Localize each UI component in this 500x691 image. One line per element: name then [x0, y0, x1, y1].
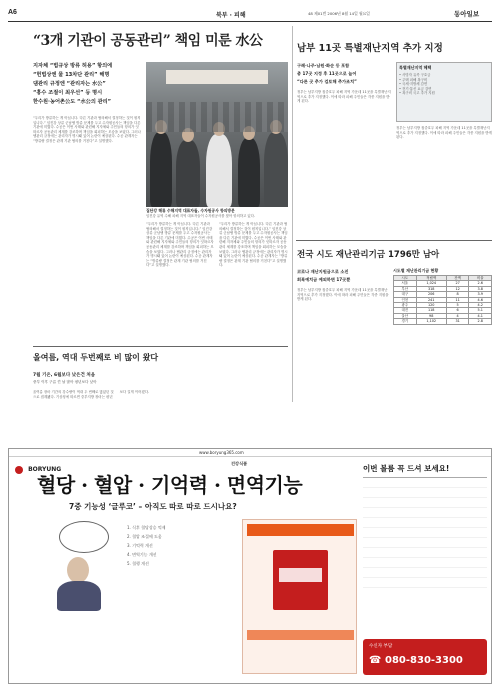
deck-line: 댐관리 규정엔 “관리자는 水公”	[33, 81, 106, 87]
table-cell: 4.2	[469, 303, 492, 308]
bottom-small-deck: 중부 이후 구름 낀 날 많아 평년보다 낮아	[33, 380, 97, 384]
ad-product-banner	[247, 524, 354, 536]
table-cell: 2.6	[469, 281, 492, 286]
bottom-left-body-text: 올여름 장마 기간의 강수량이 역대 두 번째로 많았던 것으로 집계됐다. 기상청에 따르면 중부지방 장마는 평년보다 길게 이어졌다.	[33, 390, 150, 399]
ad-call-box[interactable]	[363, 639, 487, 675]
section-divider	[33, 346, 288, 347]
fund-table	[393, 275, 492, 325]
ad-feature: 5. 혈행 개선	[127, 561, 149, 566]
deck-line: 회복예치금 예외하면 17곳뿐	[297, 277, 351, 282]
table-cell: 98	[416, 313, 446, 318]
table-cell: 120	[416, 303, 446, 308]
table-header: 시도	[394, 276, 417, 281]
boryung-logo-icon	[15, 466, 23, 474]
ad-right-column	[363, 463, 487, 679]
table-cell: 8	[446, 292, 469, 297]
table-cell: 11	[446, 297, 469, 302]
right-bottom-body	[297, 288, 389, 398]
edition-info: 48 제01번 2006년 8월 14일 월요일	[308, 11, 370, 16]
table-cell: 206	[416, 292, 446, 297]
table-cell: 12	[446, 286, 469, 291]
table-cell: 대전	[394, 308, 417, 313]
right-top-deck	[297, 62, 397, 86]
main-deck	[33, 62, 143, 107]
infobox-item: • 주택 피해 복구비	[399, 77, 428, 82]
right-bottom-body-text: 정부는 남부지방 집중호우 피해 지역 가운데 11곳을 특별재난지역으로 추가 지정했다. 이에 따라 피해 주민들은 각종 지원을 받게 된다.	[297, 288, 389, 302]
right-top-body-text: 정부는 남부지방 집중호우 피해 지역 가운데 11곳을 특별재난지역으로 추가 지정했다. 이에 따라 피해 주민들은 각종 지원을 받게 된다.	[396, 126, 492, 140]
ad-subline: 7중 기능성 ‘글루코’ – 아직도 따로 따로 드시나요?	[69, 502, 237, 511]
deck-line: 코로나 재난지원금으로 소진	[297, 269, 349, 274]
table-cell: 3.8	[469, 286, 492, 291]
main-body-text: “우리가 방류하는 게 아닙니다. 다른 기관과 협의해서 결정하는 것이 원칙입니다.” 임진강 상류 군남댐 방류 문제를 두고 수자원공사는 책임을 다른 기관에 미뤘다. 수공은 이번 사태와 관련해 지자체와 주민들의 항의가 잇따르자 공동관리 체계를 강조하며 책임을 회피하는 모습을 보였다. 그러나 댐관리 규정에는 관리자가 명시돼 있어 논란이 예상된다. 수공 관계자는 “방류량 결정은 관계 기관 협의를 거친다”고 설명했다.	[146, 222, 214, 268]
photo-person	[150, 132, 172, 207]
ad-badge: 건강식품	[231, 461, 248, 466]
bottom-left-body	[33, 390, 288, 440]
section-divider	[296, 240, 492, 241]
main-body-col3	[219, 222, 288, 342]
right-top-body	[297, 90, 392, 200]
infobox-title: 특별재난지역 혜택	[399, 65, 432, 70]
table-cell: 31	[446, 319, 469, 324]
ad-url[interactable]: www.boryung365.com	[199, 450, 244, 455]
table-header: 잔액	[446, 276, 469, 281]
deck-line: “홍수 조절이 최우선” 등 명시	[33, 90, 103, 96]
ad-right-title: 이번 볼룸 꼭 드셔 보세요!	[363, 464, 450, 473]
deck-line: 구례·나주·남원·화순 등 포함	[297, 63, 350, 68]
right-bottom-headline: 전국 시도 재난관리기금 1796만 남아	[297, 250, 440, 260]
main-body-text: “우리가 방류하는 게 아닙니다. 다른 기관과 협의해서 결정하는 것이 원칙입니다.” 임진강 상류 군남댐 방류 문제를 두고 수자원공사는 책임을 다른 기관에 미뤘다. 수공은 이번 사태와 관련해 지자체와 주민들의 항의가 잇따르자 공동관리 체계를 강조하며 책임을 회피하는 모습을 보였다. 그러나 댐관리 규정에는 관리자가 명시돼 있어 논란이 예상된다. 수공 관계자는 “방류량 결정은 관계 기관 협의를 거친다”고 설명했다.	[33, 116, 141, 143]
table-cell: 4	[446, 313, 469, 318]
infobox-item: • 국세·지방세 감면	[399, 82, 428, 87]
protest-photo	[146, 62, 288, 207]
infobox-item: • 복구비 국고 추가 지원	[399, 91, 435, 96]
phone-icon: ☎	[369, 655, 382, 666]
ad-illustration	[39, 521, 119, 611]
right-bottom-deck	[297, 268, 392, 284]
main-body-col1	[33, 116, 141, 246]
infobox-item: • 전기·통신 요금 감면	[399, 86, 432, 91]
ad-top-bar	[9, 449, 491, 457]
masthead-rule	[8, 21, 492, 22]
ad-call-label: 수신자 부담	[369, 644, 393, 649]
main-headline: “3개 기관이 공동관리” 책임 미룬 水公	[33, 33, 263, 49]
ad-headline: 혈당 · 혈압 · 기억력 · 면역기능	[37, 473, 303, 497]
fund-table-title: 시도별 재난관리기금 현황	[393, 268, 439, 273]
ad-product-panel	[242, 519, 357, 674]
photo-person	[238, 138, 260, 207]
deck-line: 한수원·농어촌公도 “水公의 관리”	[33, 99, 112, 105]
ad-model-head	[67, 557, 89, 583]
ad-feature: 3. 기억력 개선	[127, 543, 153, 548]
ad-brand	[15, 459, 62, 473]
fund-table-box	[393, 268, 492, 325]
main-body-col2	[146, 222, 214, 342]
ad-product-band	[247, 630, 354, 640]
table-cell: 5.1	[469, 308, 492, 313]
table-cell: 118	[416, 308, 446, 313]
ad-feature: 4. 면역기능 개선	[127, 552, 157, 557]
photo-person	[206, 134, 232, 207]
photo-crowd	[146, 102, 288, 132]
table-cell: 2.8	[469, 319, 492, 324]
masthead	[8, 8, 492, 20]
right-top-body-2	[396, 126, 492, 198]
table-cell: 6	[446, 308, 469, 313]
table-cell: 대구	[394, 292, 417, 297]
ad-middle-panel	[127, 523, 237, 673]
deck-line: “다른 곳 추가 검토해 추가조치”	[297, 79, 357, 84]
table-header: 비율	[469, 276, 492, 281]
table-cell: 1,024	[416, 281, 446, 286]
table-cell: 서울	[394, 281, 417, 286]
photo-caption	[146, 208, 288, 219]
table-cell: 241	[416, 297, 446, 302]
table-cell: 5	[446, 303, 469, 308]
table-header: 적립액	[416, 276, 446, 281]
table-cell: 인천	[394, 297, 417, 302]
table-cell: 4.1	[469, 313, 492, 318]
photo-person	[176, 140, 200, 207]
ad-model-body	[57, 581, 101, 611]
ad-product-box-label	[279, 568, 322, 582]
photo-person	[264, 132, 288, 207]
table-cell: 광주	[394, 303, 417, 308]
photo-caption-title: 집단강 해류 수해지역 대표자들, 수자원공사 항의방문	[146, 208, 235, 213]
page-number: A6	[8, 9, 17, 16]
table-cell: 27	[446, 281, 469, 286]
table-cell: 경기	[394, 319, 417, 324]
right-top-headline: 남부 11곳 특별재난지역 추가 지정	[297, 43, 443, 54]
ad-checklist	[363, 477, 487, 597]
main-body-text: “우리가 방류하는 게 아닙니다. 다른 기관과 협의해서 결정하는 것이 원칙입니다.” 임진강 상류 군남댐 방류 문제를 두고 수자원공사는 책임을 다른 기관에 미뤘다. 수공은 이번 사태와 관련해 지자체와 주민들의 항의가 잇따르자 공동관리 체계를 강조하며 책임을 회피하는 모습을 보였다. 그러나 댐관리 규정에는 관리자가 명시돼 있어 논란이 예상된다. 수공 관계자는 “방류량 결정은 관계 기관 협의를 거친다”고 설명했다.	[219, 222, 288, 268]
ad-feature: 2. 혈압 조절에 도움	[127, 534, 162, 539]
right-top-body-text: 정부는 남부지방 집중호우 피해 지역 가운데 11곳을 특별재난지역으로 추가 지정했다. 이에 따라 피해 주민들은 각종 지원을 받게 된다.	[297, 90, 391, 104]
deck-line: “헌법상엔 물 13차단 관리” 해명	[33, 72, 110, 78]
ad-brand-name: BORYUNG	[28, 466, 62, 473]
section-label: 북부 · 피해	[216, 12, 246, 19]
right-top-infobox	[396, 62, 492, 122]
deck-line: 총 17곳 지정 후 11곳으로 늘어	[297, 71, 357, 76]
newspaper-name: 동아일보	[454, 10, 480, 18]
ad-speech-bubble	[59, 521, 109, 553]
column-divider	[292, 26, 293, 402]
ad-phone-number[interactable]: 080-830-3300	[385, 655, 463, 666]
table-cell: 318	[416, 286, 446, 291]
bottom-small-headline: 7월 기온, 6월보다 낮은건 처음	[33, 373, 96, 378]
table-cell: 부산	[394, 286, 417, 291]
photo-banner	[166, 70, 268, 84]
table-row	[394, 319, 492, 324]
deck-line: 지자체 “법규상 방류 허용” 항의에	[33, 63, 113, 69]
advertisement	[8, 448, 492, 684]
ad-feature: 1. 식후 혈당상승 억제	[127, 525, 166, 530]
bottom-left-headline: 올여름, 역대 두번째로 비 많이 왔다	[33, 353, 159, 362]
table-cell: 3.9	[469, 292, 492, 297]
infobox-item: • 사망자 유족 구호금	[399, 73, 431, 77]
table-cell: 울산	[394, 313, 417, 318]
table-cell: 1,102	[416, 319, 446, 324]
photo-caption-text: 임진강 유역 수해 피해 지역 대표자들이 수자원공사를 찾아 항의하고 있다.	[146, 214, 256, 218]
table-cell: 4.6	[469, 297, 492, 302]
